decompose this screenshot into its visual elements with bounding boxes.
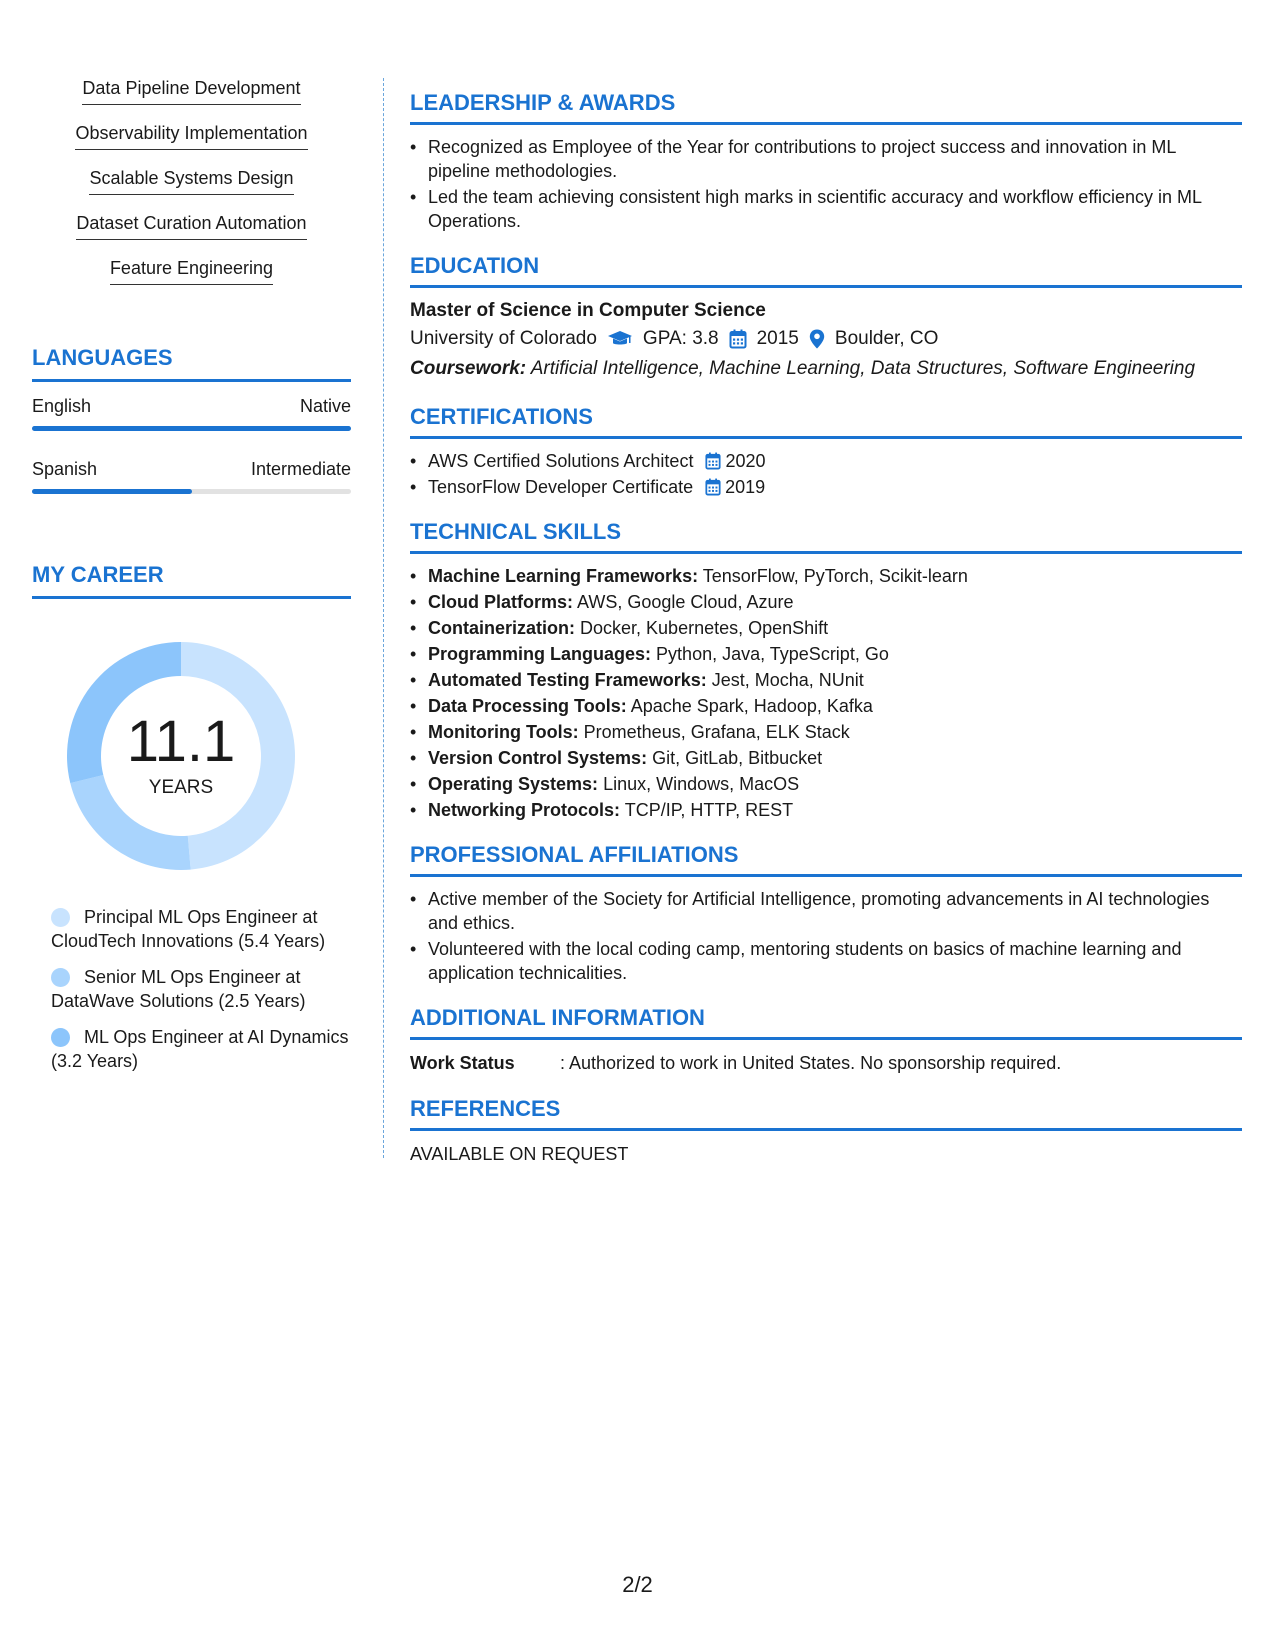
career-total-years: 11.1	[126, 709, 236, 774]
skill-category: Networking Protocols:	[428, 800, 621, 820]
career-legend-label: Principal ML Ops Engineer at CloudTech Innovations (5.4 Years)	[51, 907, 326, 951]
coursework-list: Artificial Intelligence, Machine Learning, Data Structures, Software Engineering	[530, 358, 1196, 379]
main-column	[410, 90, 1242, 1187]
list-item	[410, 772, 1242, 796]
page-number: 2/2	[622, 1572, 653, 1597]
coursework-label: Coursework:	[410, 358, 527, 379]
skill-values: TensorFlow, PyTorch, Scikit-learn	[702, 566, 968, 586]
language-item	[32, 396, 351, 431]
skill-values: Python, Java, TypeScript, Go	[656, 644, 889, 664]
list-item: • Active member of the Society for Artificial Intelligence, promoting advancements in AI technologies and ethics.	[410, 887, 1242, 935]
list-item: • Recognized as Employee of the Year for contributions to project success and innovation in ML pipeline methodologies.	[410, 135, 1242, 183]
skill-category: Programming Languages:	[428, 644, 652, 664]
legend-dot-icon	[51, 908, 70, 927]
language-level-fill	[32, 426, 351, 431]
map-pin-icon	[809, 329, 825, 349]
list-item	[410, 590, 1242, 614]
list-item: • Led the team achieving consistent high marks in scientific accuracy and workflow efficiency in ML Operations.	[410, 185, 1242, 233]
career-legend-item	[32, 965, 351, 1013]
calendar-icon	[705, 478, 721, 496]
skill-values: TCP/IP, HTTP, REST	[624, 800, 794, 820]
coursework	[410, 354, 1242, 384]
list-item	[410, 668, 1242, 692]
degree-title: Master of Science in Computer Science	[410, 300, 766, 321]
gpa: GPA: 3.8	[642, 328, 719, 349]
leadership-heading: LEADERSHIP & AWARDS	[410, 90, 1242, 125]
career-heading: MY CAREER	[32, 562, 351, 599]
language-level-fill	[32, 489, 192, 494]
additional-info-heading: ADDITIONAL INFORMATION	[410, 1005, 1242, 1040]
certification-name: • TensorFlow Developer Certificate	[428, 477, 694, 497]
skill-tag: Dataset Curation Automation	[76, 213, 306, 240]
skill-values: AWS, Google Cloud, Azure	[577, 592, 794, 612]
info-value: : Authorized to work in United States. No sponsorship required.	[560, 1053, 1062, 1073]
list-item: • Volunteered with the local coding camp, mentoring students on basics of machine learning and application technicalities.	[410, 937, 1242, 985]
affiliations-heading: PROFESSIONAL AFFILIATIONS	[410, 842, 1242, 877]
skill-tag: Data Pipeline Development	[82, 78, 300, 105]
language-level-bar	[32, 489, 351, 494]
skill-category: Automated Testing Frameworks:	[428, 670, 707, 690]
skill-values: Git, GitLab, Bitbucket	[652, 748, 823, 768]
affiliations-section	[410, 842, 1242, 985]
calendar-icon	[705, 452, 721, 470]
skill-values: Docker, Kubernetes, OpenShift	[580, 618, 829, 638]
certification-name: • AWS Certified Solutions Architect	[428, 451, 694, 471]
references-text: AVAILABLE ON REQUEST	[410, 1144, 629, 1164]
technical-skills-section	[410, 519, 1242, 822]
list-item	[410, 746, 1242, 770]
career-donut-chart	[66, 641, 296, 871]
work-status-row	[410, 1050, 1242, 1076]
skill-list	[32, 78, 351, 303]
skill-category: Data Processing Tools:	[428, 696, 627, 716]
skill-category: Operating Systems:	[428, 774, 599, 794]
skill-values: Linux, Windows, MacOS	[603, 774, 800, 794]
list-item	[410, 798, 1242, 822]
school-location: Boulder, CO	[834, 328, 939, 349]
column-divider	[383, 78, 384, 1158]
languages-heading: LANGUAGES	[32, 345, 351, 382]
list-item	[410, 642, 1242, 666]
skill-tag: Scalable Systems Design	[89, 168, 293, 195]
additional-info-section	[410, 1005, 1242, 1076]
sidebar	[32, 78, 351, 1085]
graduation-year: 2015	[756, 328, 799, 349]
list-item	[410, 694, 1242, 718]
legend-dot-icon	[51, 1028, 70, 1047]
skill-values: Apache Spark, Hadoop, Kafka	[630, 696, 873, 716]
language-level: Intermediate	[250, 459, 351, 479]
language-name: English	[32, 396, 92, 416]
skill-tag: Observability Implementation	[75, 123, 307, 150]
graduation-cap-icon	[607, 330, 633, 348]
skill-category: Monitoring Tools:	[428, 722, 579, 742]
info-key: Work Status	[410, 1053, 515, 1073]
languages-section	[32, 345, 351, 494]
skill-category: Machine Learning Frameworks:	[428, 566, 699, 586]
references-heading: REFERENCES	[410, 1096, 1242, 1131]
career-legend-label: Senior ML Ops Engineer at DataWave Solutions (2.5 Years)	[51, 967, 306, 1011]
career-legend-item	[32, 905, 351, 953]
legend-dot-icon	[51, 968, 70, 987]
list-item	[410, 616, 1242, 640]
career-legend	[32, 905, 351, 1073]
skill-category: Containerization:	[428, 618, 575, 638]
language-item	[32, 459, 351, 494]
technical-skills-heading: TECHNICAL SKILLS	[410, 519, 1242, 554]
education-section	[410, 253, 1242, 384]
skill-category: Version Control Systems:	[428, 748, 648, 768]
education-details	[410, 324, 1242, 354]
career-legend-item	[32, 1025, 351, 1073]
language-level-bar	[32, 426, 351, 431]
education-heading: EDUCATION	[410, 253, 1242, 288]
list-item	[410, 475, 1242, 499]
language-name: Spanish	[32, 459, 98, 479]
calendar-icon	[729, 329, 747, 349]
career-legend-label: ML Ops Engineer at AI Dynamics (3.2 Years)	[51, 1027, 349, 1071]
references-section	[410, 1096, 1242, 1167]
certification-year: 2020	[725, 451, 766, 471]
list-item	[410, 564, 1242, 588]
skill-values: Prometheus, Grafana, ELK Stack	[583, 722, 850, 742]
career-section	[32, 562, 351, 1073]
list-item	[410, 720, 1242, 744]
school-name: University of Colorado	[410, 328, 597, 349]
certifications-heading: CERTIFICATIONS	[410, 404, 1242, 439]
skill-tag: Feature Engineering	[110, 258, 273, 285]
certifications-section	[410, 404, 1242, 499]
language-level: Native	[299, 396, 351, 416]
list-item	[410, 449, 1242, 473]
skill-values: Jest, Mocha, NUnit	[711, 670, 864, 690]
leadership-section	[410, 90, 1242, 233]
skill-category: Cloud Platforms:	[428, 592, 574, 612]
career-total-unit: YEARS	[148, 777, 214, 798]
certification-year: 2019	[725, 477, 766, 497]
